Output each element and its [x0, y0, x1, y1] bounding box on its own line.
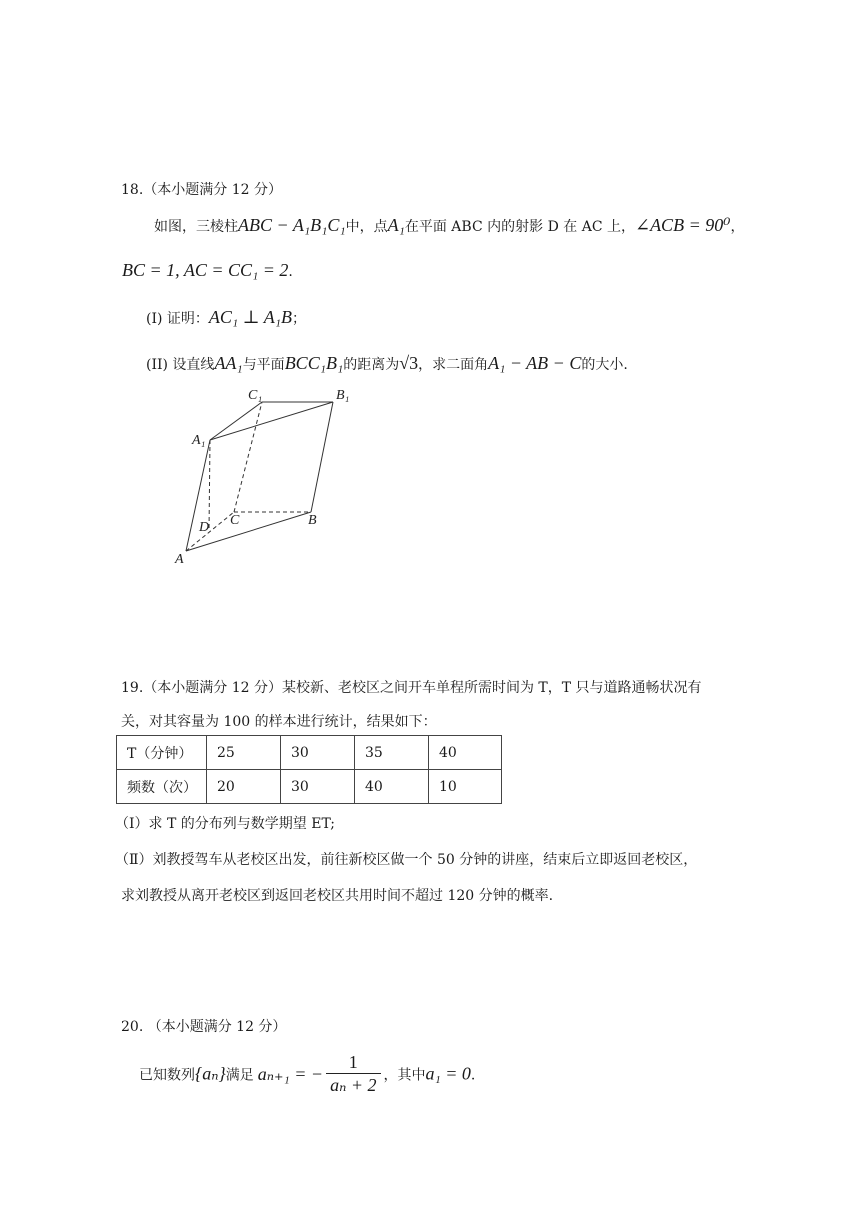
q18-text: ， [730, 219, 745, 235]
table-cell: 35 [355, 736, 429, 770]
table-cell: 40 [355, 770, 429, 804]
table-cell: 40 [429, 736, 502, 770]
fraction [326, 1051, 380, 1096]
label-c1: C₁ [248, 388, 263, 403]
q18-part1-statement: AC₁ ⊥ A₁B [208, 307, 293, 327]
label-d: D [199, 520, 210, 535]
fraction-numerator: 1 [326, 1051, 380, 1074]
table-cell: 30 [281, 770, 355, 804]
q18-text: 中，点 [345, 219, 388, 235]
q20-text: 已知数列 [139, 1067, 195, 1084]
q20-initial-value: a₁ = 0 [425, 1063, 471, 1084]
fraction-denominator: aₙ + 2 [330, 1075, 377, 1095]
q18-text: ，求二面角 [418, 357, 489, 373]
q18-text: (II) 设直线 [146, 357, 215, 373]
q20-text: 满足 [225, 1067, 254, 1084]
table-cell: 频数（次） [117, 770, 207, 804]
q18-part1-label: (I) 证明： [146, 311, 209, 327]
q18-text: . [288, 264, 293, 280]
label-a1: A₁ [192, 433, 206, 448]
q18-text: ； [292, 311, 307, 327]
q18-text: 在平面 ABC 内的射影 D 在 AC 上， [404, 219, 635, 235]
segment-a1-d [209, 440, 210, 531]
edge-b-b1 [311, 402, 333, 512]
q19-part-1: （Ⅰ）求 T 的分布列与数学期望 ET; [115, 816, 335, 832]
q18-lengths: BC = 1, AC = CC₁ = 2 [122, 260, 289, 280]
q19-line-1: 19.（本小题满分 12 分）某校新、老校区之间开车单程所需时间为 T，T 只与道路通畅状况有 [121, 680, 702, 696]
q18-header: 18.（本小题满分 12 分） [121, 182, 282, 198]
q18-text: 如图，三棱柱 [154, 219, 238, 235]
table-row [117, 770, 502, 804]
q18-line-aa1: AA₁ [214, 353, 243, 373]
q19-line-2: 关，对其容量为 100 的样本进行统计，结果如下： [121, 714, 437, 730]
label-b1: B₁ [336, 388, 350, 403]
q18-text: 的距离为 [343, 357, 400, 373]
distribution-table [116, 735, 502, 804]
edge-c-c1 [234, 402, 262, 512]
q18-distance: √3 [399, 353, 419, 373]
q20-text: . [470, 1067, 476, 1084]
q18-plane: BCC₁B₁ [284, 353, 344, 373]
q20-recurrence-lhs: aₙ₊₁ = − [257, 1063, 324, 1084]
q20-header: 20. （本小题满分 12 分） [121, 1019, 287, 1035]
table-cell: 10 [429, 770, 502, 804]
q18-point-a1: A₁ [387, 215, 405, 235]
table-row [117, 736, 502, 770]
table-cell: 20 [207, 770, 281, 804]
q18-dihedral: A₁ − AB − C [488, 353, 582, 373]
q20-sequence: {aₙ} [195, 1063, 226, 1084]
q20-statement [139, 1053, 475, 1098]
edge-a1-b1 [210, 402, 333, 440]
table-cell: 25 [207, 736, 281, 770]
prism-figure [0, 0, 860, 600]
q18-text: 的大小. [581, 357, 628, 373]
q19-part-2-line-1: （Ⅱ）刘教授驾车从老校区出发，前往新校区做一个 50 分钟的讲座，结束后立即返回老校区， [115, 852, 698, 868]
q20-text: ，其中 [383, 1067, 426, 1084]
label-a: A [175, 552, 184, 567]
q18-text: 与平面 [242, 357, 285, 373]
q18-prism-name: ABC − A₁B₁C₁ [238, 215, 346, 235]
label-c: C [230, 513, 240, 528]
q18-angle: ∠ACB = 90⁰ [634, 215, 731, 235]
q19-part-2-line-2: 求刘教授从离开老校区到返回老校区共用时间不超过 120 分钟的概率. [121, 888, 554, 904]
table-cell: 30 [281, 736, 355, 770]
table-cell: T（分钟） [117, 736, 207, 770]
label-b: B [308, 513, 317, 528]
